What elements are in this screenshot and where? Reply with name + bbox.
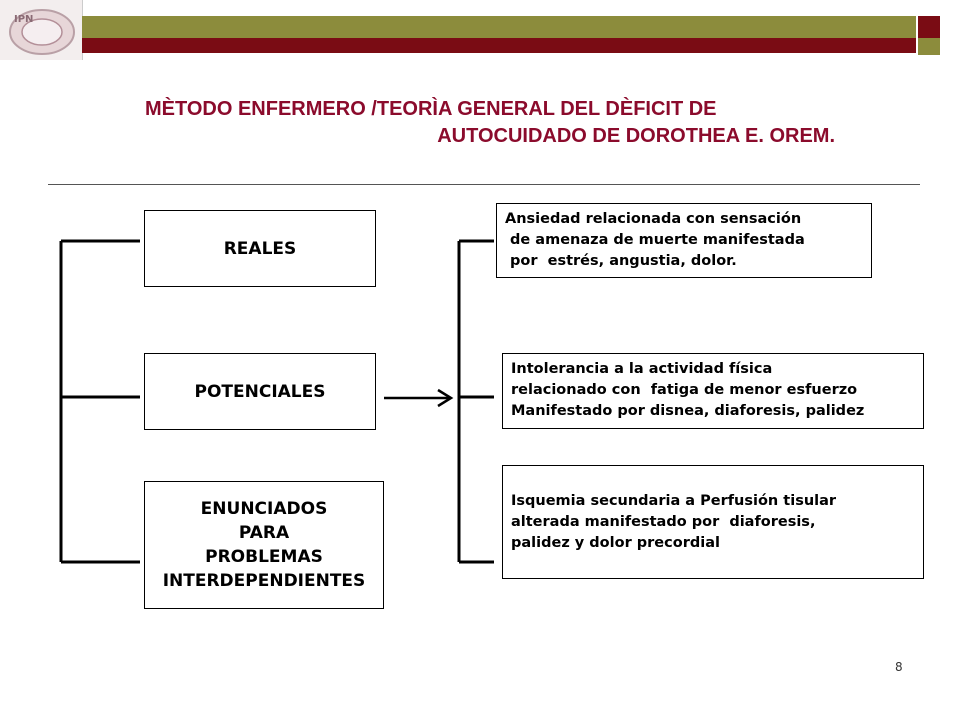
category-label-line: INTERDEPENDIENTES (162, 571, 366, 591)
diagnosis-box-intolerancia (502, 353, 924, 429)
page-number: 8 (895, 660, 903, 674)
diagnosis-line: Ansiedad relacionada con sensación (505, 211, 802, 227)
diagnosis-line: palidez y dolor precordial (511, 535, 720, 551)
diagnosis-line: relacionado con fatiga de menor esfuerzo (511, 382, 858, 398)
title-line-2: AUTOCUIDADO DE DOROTHEA E. OREM. (437, 125, 835, 147)
category-box-interdependientes (144, 481, 384, 609)
diagnosis-box-ansiedad (496, 203, 872, 278)
diagnosis-line: por estrés, angustia, dolor. (505, 253, 737, 269)
logo-text: IPN (14, 14, 34, 25)
category-label-line: PROBLEMAS (205, 547, 323, 567)
diagnosis-line: alterada manifestado por diaforesis, (511, 514, 816, 530)
category-label-reales: REALES (223, 238, 297, 259)
category-box-potenciales (144, 353, 376, 430)
arrow-right-icon (384, 390, 451, 406)
category-label-line: PARA (238, 523, 290, 543)
diagnosis-line: Intolerancia a la actividad física (511, 361, 773, 377)
diagnosis-line: Manifestado por disnea, diaforesis, palidez (511, 403, 865, 419)
title-line-1: MÈTODO ENFERMERO /TEORÌA GENERAL DEL DÈFICIT DE (145, 98, 717, 120)
category-box-reales (144, 210, 376, 287)
diagnosis-box-isquemia (502, 465, 924, 579)
diagnosis-line: Isquemia secundaria a Perfusión tisular (511, 493, 837, 509)
category-label-line: ENUNCIADOS (200, 499, 328, 519)
diagnosis-line: de amenaza de muerte manifestada (505, 232, 805, 248)
category-label-potenciales: POTENCIALES (194, 381, 326, 402)
